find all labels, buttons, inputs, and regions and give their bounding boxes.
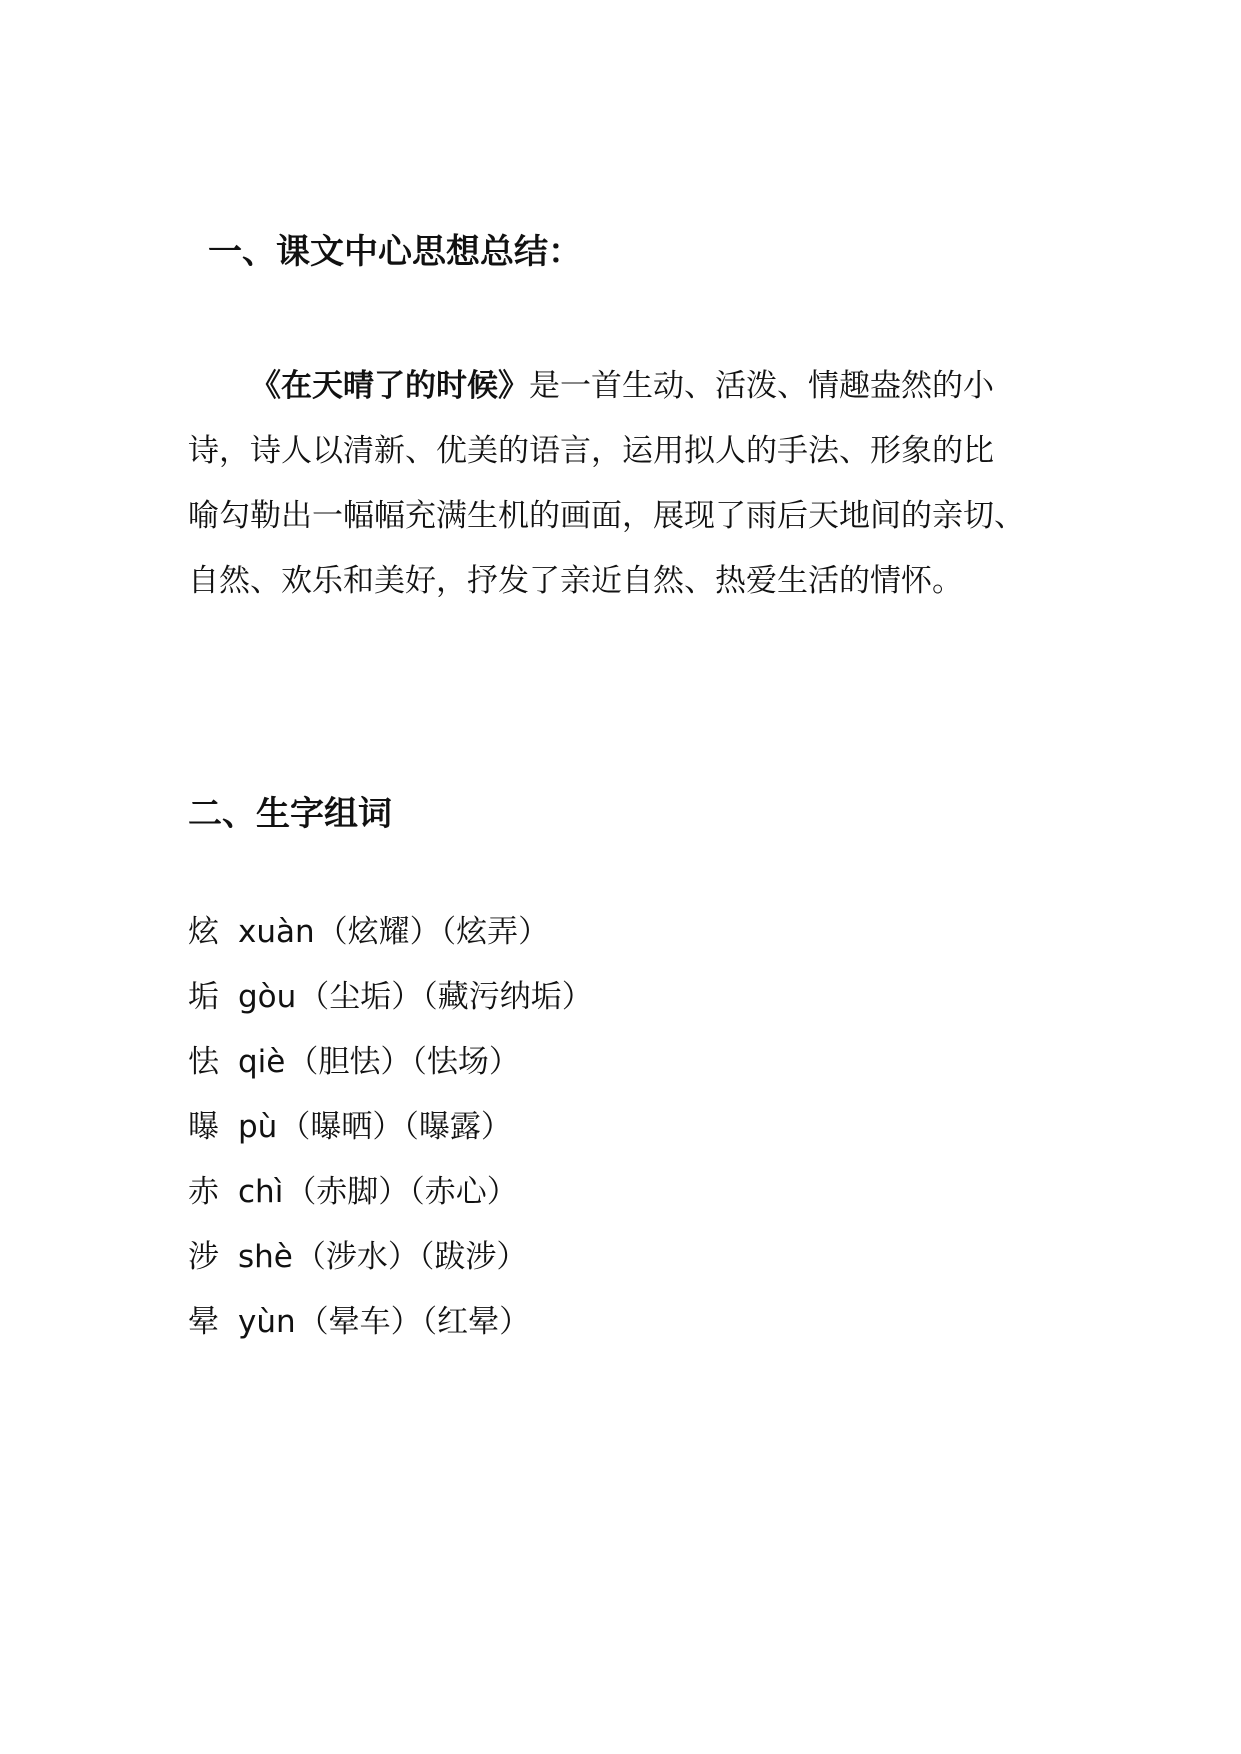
vocab-words: （涉水）（跋涉） (294, 1239, 528, 1275)
vocab-pinyin: chì (238, 1174, 284, 1210)
vocab-words: （胆怯）（怯场） (287, 1044, 520, 1080)
vocab-char: 涉 (188, 1239, 219, 1275)
vocab-row (188, 1095, 593, 1160)
vocab-words: （晕车）（红晕） (297, 1304, 531, 1340)
vocab-row (188, 1225, 593, 1290)
summary-line-3: 喻勾勒出一幅幅充满生机的画面，展现了雨后天地间的亲切、 (188, 498, 1025, 534)
vocab-words: （尘垢）（藏污纳垢） (298, 979, 593, 1015)
summary-line-1-text: 是一首生动、活泼、情趣盎然的小 (529, 368, 994, 404)
vocab-row (188, 900, 593, 965)
vocab-words: （赤脚）（赤心） (285, 1174, 518, 1210)
vocab-words: （曝晒）（曝露） (279, 1109, 512, 1145)
vocab-char: 垢 (188, 979, 219, 1015)
vocab-row (188, 1290, 593, 1355)
vocab-pinyin: gòu (238, 979, 297, 1015)
vocab-char: 晕 (188, 1304, 219, 1340)
vocab-char: 曝 (188, 1109, 219, 1145)
vocab-pinyin: xuàn (238, 914, 315, 950)
vocab-char: 炫 (188, 914, 219, 950)
summary-line-1 (188, 354, 1068, 419)
vocab-pinyin: shè (238, 1239, 293, 1275)
vocab-row (188, 965, 593, 1030)
summary-paragraph (188, 354, 1068, 614)
vocab-row (188, 1030, 593, 1095)
vocab-char: 赤 (188, 1174, 219, 1210)
summary-line-2: 诗，诗人以清新、优美的语言，运用拟人的手法、形象的比 (188, 433, 994, 469)
vocab-list (188, 900, 593, 1355)
vocab-char: 怯 (188, 1044, 219, 1080)
vocab-pinyin: yùn (238, 1304, 296, 1340)
vocab-words: （炫耀）（炫弄） (316, 914, 550, 950)
vocab-pinyin: qiè (238, 1044, 286, 1080)
section-heading-vocab: 二、生字组词 (188, 794, 392, 834)
summary-line-4: 自然、欢乐和美好，抒发了亲近自然、热爱生活的情怀。 (188, 563, 963, 599)
poem-title: 《在天晴了的时候》 (250, 368, 529, 404)
vocab-pinyin: pù (238, 1109, 278, 1145)
section-heading-summary: 一、课文中心思想总结： (208, 232, 582, 272)
vocab-row (188, 1160, 593, 1225)
